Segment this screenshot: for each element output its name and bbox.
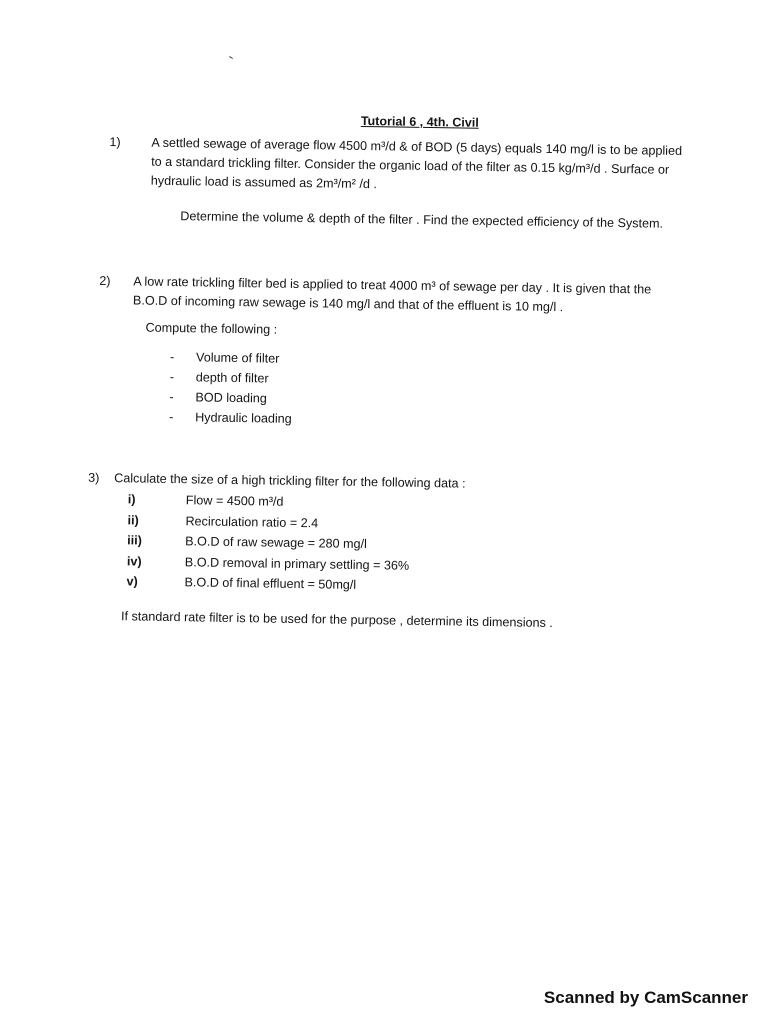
question-1 xyxy=(108,133,689,237)
list-item-numeral: iii) xyxy=(127,533,143,548)
question-instruction: If standard rate filter is to be used for the purpose , determine its dimensions . xyxy=(120,608,554,630)
question-number: 1) xyxy=(109,134,121,150)
bullet-dash: - xyxy=(169,369,175,385)
bullet-dash: - xyxy=(169,409,174,425)
list-item-numeral: ii) xyxy=(127,512,139,528)
question-3 xyxy=(86,469,684,635)
list-item-text: depth of filter xyxy=(195,370,269,386)
scanner-watermark: Scanned by CamScanner xyxy=(543,988,748,1007)
list-item-text: B.O.D removal in primary settling = 36% xyxy=(184,554,410,573)
list-item-text: Flow = 4500 m³/d xyxy=(185,493,284,509)
list-item-numeral: v) xyxy=(126,574,138,589)
question-number: 3) xyxy=(88,470,100,485)
list-item-numeral: iv) xyxy=(126,553,142,569)
bullet-dash: - xyxy=(169,349,175,365)
list-item-text: Hydraulic loading xyxy=(195,410,292,426)
question-instruction: Compute the following : xyxy=(145,320,278,337)
bullet-dash: - xyxy=(169,389,174,405)
list-item-numeral: i) xyxy=(127,492,136,507)
question-instruction: Determine the volume & depth of the filter . Find the expected efficiency of the System. xyxy=(180,209,664,231)
scan-speck xyxy=(229,56,233,59)
list-item-text: B.O.D of final effluent = 50mg/l xyxy=(184,575,357,592)
question-text: A settled sewage of average flow 4500 m³/d & of BOD (5 days) equals 140 mg/l is to be applied to a standard trickling filter. Consider the organic load of the filter as 0.15 kg/m³/d . Surface or hydraulic load is assumed as 2m³/m² /d . xyxy=(150,135,683,192)
data-list xyxy=(126,490,684,601)
document-body xyxy=(88,108,690,635)
question-2 xyxy=(97,272,687,436)
question-text: A low rate trickling filter bed is applied to treat 4000 m³ of sewage per day . It is given that the B.O.D of incoming raw sewage is 140 mg/l and that of the effluent is 10 mg/l . xyxy=(132,274,652,315)
page-title: Tutorial 6 , 4th. Civil xyxy=(360,113,479,130)
list-item-text: B.O.D of raw sewage = 280 mg/l xyxy=(185,534,367,552)
question-text: Calculate the size of a high trickling filter for the following data : xyxy=(114,471,466,491)
list-item-text: BOD loading xyxy=(195,390,267,406)
question-number: 2) xyxy=(99,273,111,289)
list-item-text: Volume of filter xyxy=(195,350,280,366)
bullet-list xyxy=(169,348,686,436)
list-item-text: Recirculation ratio = 2.4 xyxy=(185,513,319,530)
